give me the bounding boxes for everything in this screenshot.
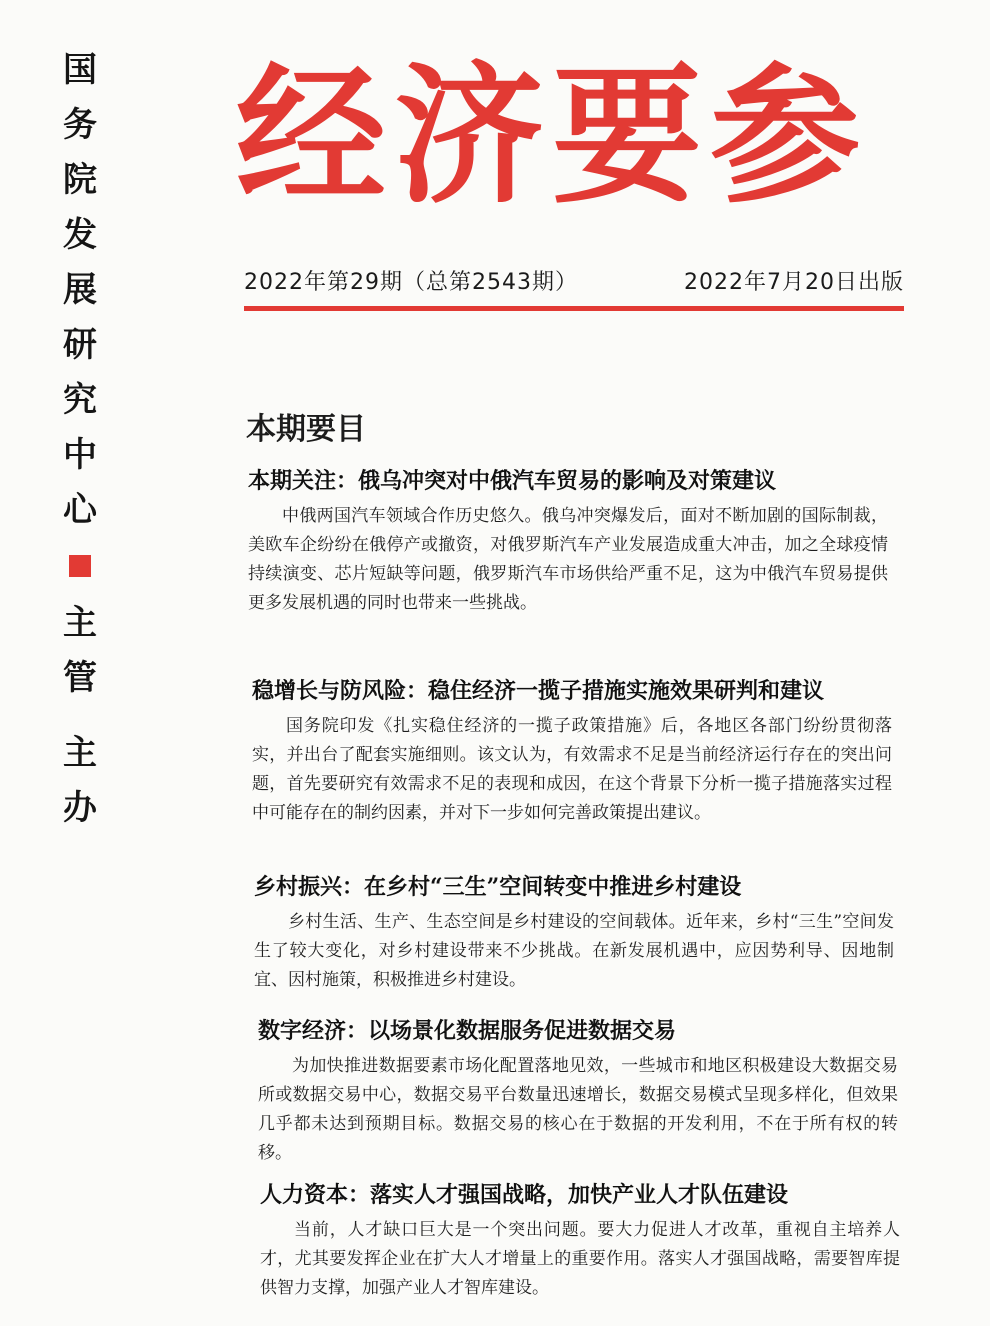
publish-date: 2022年7月20日出版 — [684, 269, 904, 295]
role-char: 主 — [63, 733, 97, 773]
toc-item — [260, 1180, 900, 1303]
toc-item-summary: 当前，人才缺口巨大是一个突出问题。要大力促进人才改革，重视自主培养人才，尤其要发挥企业在扩大人才增量上的重要作用。落实人才强国战略，需要智库提供智力支撑，加强产业人才智库建设。 — [260, 1220, 900, 1298]
toc-item-heading: 人力资本：落实人才强国战略，加快产业人才队伍建设 — [260, 1182, 789, 1208]
role-char: 管 — [63, 658, 97, 698]
publisher-char: 中 — [63, 435, 97, 475]
publisher-char: 国 — [63, 50, 97, 90]
header-rule — [244, 306, 904, 311]
publisher-char: 展 — [63, 270, 97, 310]
toc-item — [252, 676, 892, 828]
publisher-char: 究 — [63, 380, 97, 420]
issue-info — [244, 262, 904, 298]
toc-item-heading: 本期关注：俄乌冲突对中俄汽车贸易的影响及对策建议 — [248, 468, 777, 494]
publisher-column — [52, 50, 108, 843]
publisher-char: 研 — [63, 325, 97, 365]
toc-item-summary: 国务院印发《扎实稳住经济的一揽子政策措施》后，各地区各部门纷纷贯彻落实，并出台了配套实施细则。该文认为，有效需求不足是当前经济运行存在的突出问题，首先要研究有效需求不足的表现和成因，在这个背景下分析一揽子措施落实过程中可能存在的制约因素，并对下一步如何完善政策提出建议。 — [252, 716, 892, 823]
red-square-divider — [69, 555, 91, 577]
publisher-char: 心 — [63, 490, 97, 530]
toc-title: 本期要目 — [246, 412, 366, 447]
publisher-char: 发 — [63, 215, 97, 255]
toc-item-summary: 乡村生活、生产、生态空间是乡村建设的空间载体。近年来，乡村“三生”空间发生了较大变化，对乡村建设带来不少挑战。在新发展机遇中，应因势利导、因地制宜、因村施策，积极推进乡村建设。 — [254, 912, 894, 990]
toc-item-summary: 中俄两国汽车领域合作历史悠久。俄乌冲突爆发后，面对不断加剧的国际制裁，美欧车企纷纷在俄停产或撤资，对俄罗斯汽车产业发展造成重大冲击，加之全球疫情持续演变、芯片短缺等问题，俄罗斯汽车市场供给严重不足，这为中俄汽车贸易提供更多发展机遇的同时也带来一些挑战。 — [248, 506, 888, 613]
toc-item-heading: 数字经济：以场景化数据服务促进数据交易 — [258, 1018, 677, 1044]
role-char: 主 — [63, 603, 97, 643]
publisher-char: 院 — [63, 160, 97, 200]
toc-item-heading: 稳增长与防风险：稳住经济一揽子措施实施效果研判和建议 — [252, 678, 825, 704]
toc-item — [258, 1016, 898, 1168]
issue-number: 2022年第29期（总第2543期） — [244, 269, 578, 295]
toc-item-heading: 乡村振兴：在乡村“三生”空间转变中推进乡村建设 — [254, 874, 742, 900]
masthead-title: 经济要参 — [236, 56, 869, 216]
toc-item — [254, 872, 894, 995]
publisher-char: 务 — [63, 105, 97, 145]
role-char: 办 — [63, 788, 97, 828]
toc-item — [248, 466, 888, 618]
toc-item-summary: 为加快推进数据要素市场化配置落地见效，一些城市和地区积极建设大数据交易所或数据交易中心，数据交易平台数量迅速增长，数据交易模式呈现多样化，但效果几乎都未达到预期目标。数据交易的核心在于数据的开发利用，不在于所有权的转移。 — [258, 1056, 898, 1163]
